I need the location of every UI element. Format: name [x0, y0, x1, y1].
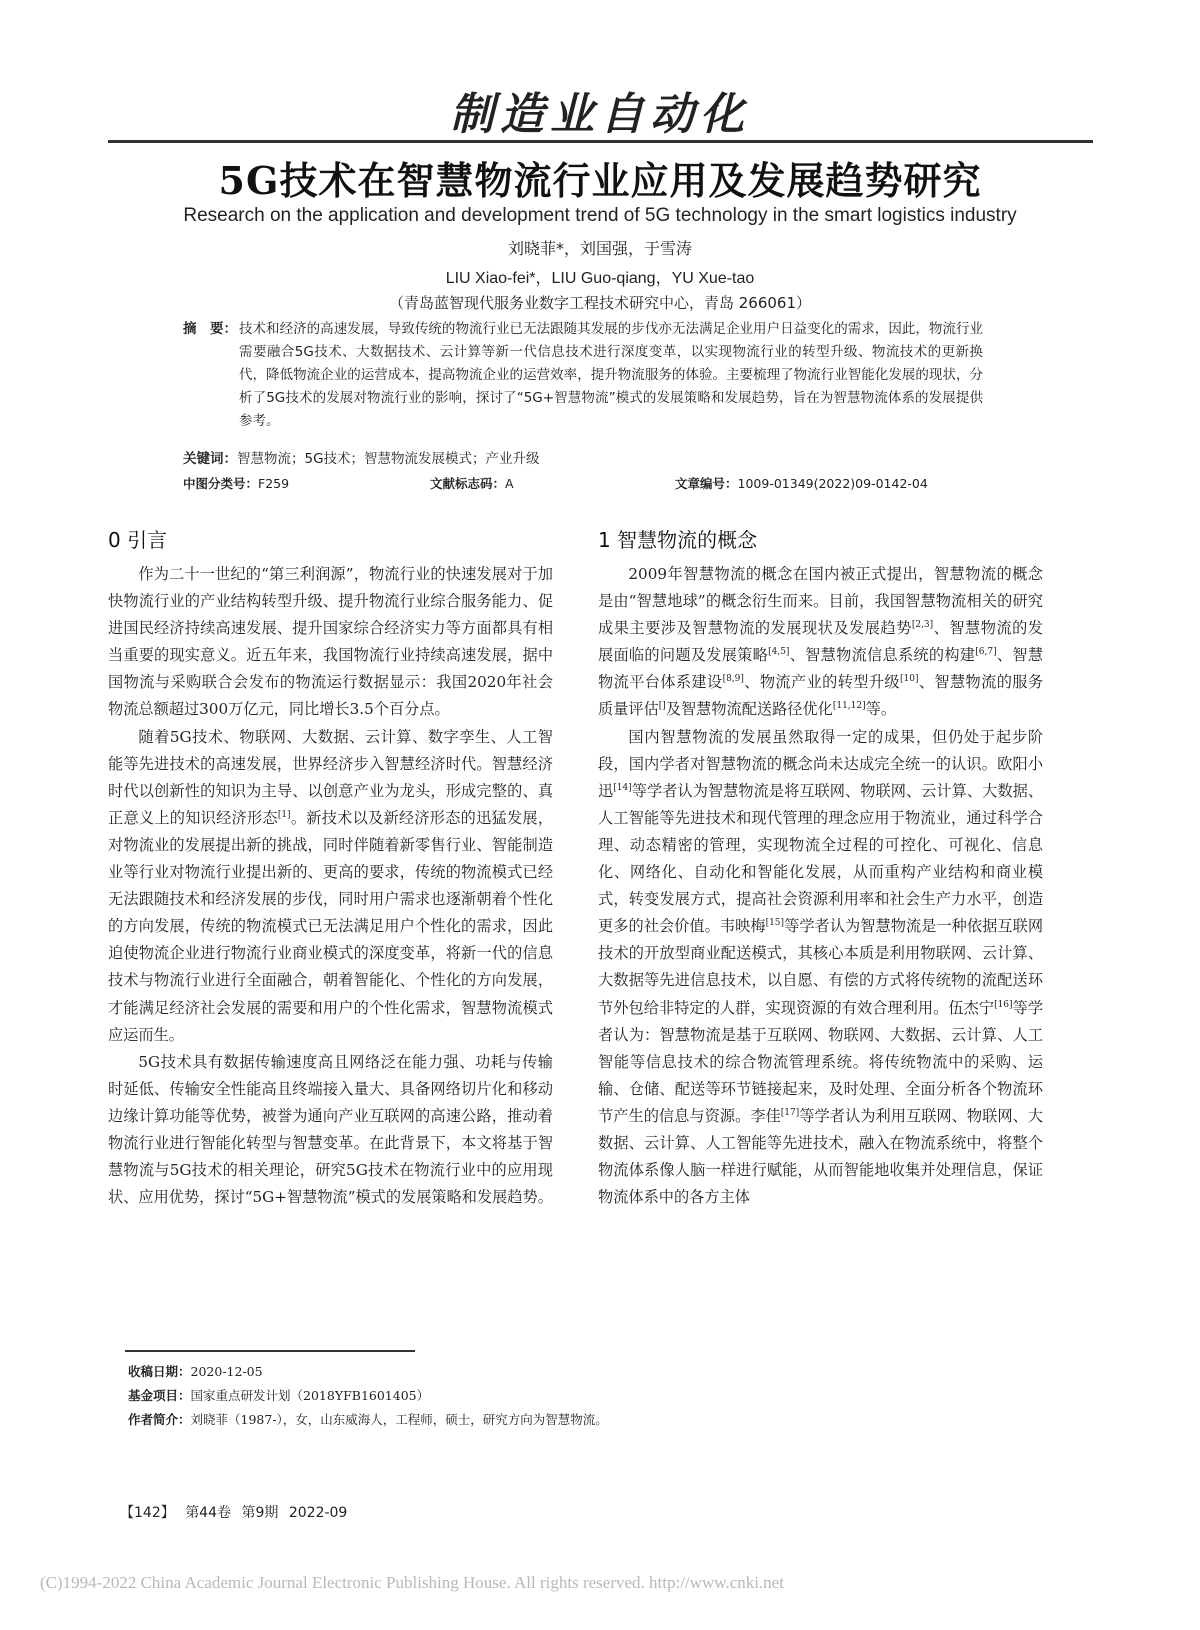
- header-divider: [108, 140, 1093, 143]
- authors-en: LIU Xiao-fei*，LIU Guo-qiang，YU Xue-tao: [445, 270, 755, 287]
- citation: [6,7]: [975, 647, 997, 658]
- keywords-text: 智慧物流；5G技术；智慧物流发展模式；产业升级: [237, 451, 540, 467]
- issue: 第9期: [241, 1505, 279, 1521]
- left-column: [108, 525, 553, 1211]
- affiliation: （青岛蓝智现代服务业数字工程技术研究中心，青岛 266061）: [388, 294, 812, 312]
- authors-cn: 刘晓菲*，刘国强，于雪涛: [507, 239, 692, 258]
- page-number: 【142】: [120, 1505, 175, 1521]
- article-title-en: Research on the application and development trend of 5G technology in the smart logistics industry: [183, 205, 1017, 226]
- citation: [11,12]: [832, 701, 866, 712]
- keywords: [183, 447, 540, 467]
- keywords-label: 关键词：: [183, 451, 237, 467]
- journal-logo: 制造业自动化: [450, 89, 750, 140]
- footnote-divider: [125, 1350, 415, 1352]
- citation: [1]: [277, 809, 291, 820]
- citation: [4,5]: [768, 647, 790, 658]
- concept-paragraph-1: 2009年智慧物流的概念在国内被正式提出，智慧物流的概念是由“智慧地球”的概念衍生而来。目前，我国智慧物流相关的研究成果主要涉及智慧物流的发展现状及发展趋势[2,3]、智慧物流的发展面临的问题及发展策略[4,5]、智慧物流信息系统的构建[6,7]、智慧物流平台体系建设[8,9]、物流产业的转型升级[10]、智慧物流的服务质量评估[]及智慧物流配送路径优化[11,12]等。: [598, 565, 1044, 719]
- concept-paragraph-2: 国内智慧物流的发展虽然取得一定的成果，但仍处于起步阶段，国内学者对智慧物流的概念尚未达成完全统一的认识。欧阳小迅[14]等学者认为智慧物流是将互联网、物联网、云计算、大数据、人工智能等先进技术和现代管理的理念应用于物流业，通过科学合理、动态精密的管理，实现物流全过程的可控化、可视化、信息化、网络化、自动化和智能化发展，从而重构产业结构和商业模式，转变发展方式，提高社会资源利用率和社会生产力水平，创造更多的社会价值。韦映梅[15]等学者认为智慧物流是一种依据互联网技术的开放型商业配送模式，其核心本质是利用物联网、云计算、大数据等先进信息技术，以自愿、有偿的方式将传统物的流配送环节外包给非特定的人群，实现资源的有效合理利用。伍杰宁[16]等学者认为：智慧物流是基于互联网、物联网、大数据、云计算、人工智能等信息技术的综合物流管理系统。将传统物流中的采购、运输、仓储、配送等环节链接起来，及时处理、全面分析各个物流环节产生的信息与资源。李佳[17]等学者认为利用互联网、物联网、大数据、云计算、人工智能等先进技术，融入在物流系统中，将整个物流体系像人脑一样进行赋能，从而智能地收集并处理信息，保证物流体系中的各方主体: [598, 727, 1044, 1207]
- document-code: 文献标志码：A: [430, 476, 514, 491]
- citation: [2,3]: [911, 620, 934, 631]
- section-heading-intro: 0 引言: [108, 528, 168, 552]
- intro-paragraph-1: 作为二十一世纪的“第三利润源”，物流行业的快速发展对于加快物流行业的产业结构转型升级、提升物流行业综合服务能力、促进国民经济持续高速发展、提升国家综合经济实力等方面都具有相当重要的现实意义。近五年来，我国物流行业持续高速发展，据中国物流与采购联合会发布的物流运行数据显示：我国2020年社会物流总额超过300万亿元，同比增长3.5个百分点。: [108, 565, 553, 719]
- abstract: [183, 318, 983, 433]
- copyright-watermark: (C)1994-2022 China Academic Journal Electronic Publishing House. All rights reserved. http://www.cnki.net: [40, 1573, 784, 1592]
- citation: [14]: [613, 782, 632, 793]
- citation: [10]: [899, 674, 919, 685]
- citation: [16]: [994, 999, 1013, 1010]
- volume: 第44卷: [185, 1505, 232, 1521]
- abstract-text: 技术和经济的高速发展，导致传统的物流行业已无法跟随其发展的步伐亦无法满足企业用户日益变化的需求，因此，物流行业需要融合5G技术、大数据技术、云计算等新一代信息技术进行深度变革，以实现物流行业的转型升级、物流技术的更新换代，降低物流企业的运营成本，提高物流企业的运营效率，提升物流服务的体验。主要梳理了物流行业智能化发展的现状，分析了5G技术的发展对物流行业的影响，探讨了“5G+智慧物流”模式的发展策略和发展趋势，旨在为智慧物流体系的发展提供参考。: [239, 321, 983, 429]
- section-heading-concept: 1 智慧物流的概念: [598, 528, 758, 552]
- received-date: 收稿日期：2020-12-05: [128, 1364, 263, 1379]
- issue-date: 2022-09: [288, 1505, 348, 1521]
- author-bio: 作者简介：刘晓菲（1987-），女，山东威海人，工程师，硕士，研究方向为智慧物流。: [128, 1412, 608, 1427]
- intro-paragraph-3: 5G技术具有数据传输速度高且网络泛在能力强、功耗与传输时延低、传输安全性能高且终端接入量大、具备网络切片化和移动边缘计算功能等优势，被誉为通向产业互联网的高速公路，推动着物流行业进行智能化转型与智慧变革。在此背景下，本文将基于智慧物流与5G技术的相关理论，研究5G技术在物流行业中的应用现状、应用优势，探讨“5G+智慧物流”模式的发展策略和发展趋势。: [108, 1052, 553, 1207]
- citation: []: [658, 701, 666, 712]
- abstract-label: 摘 要：: [183, 321, 237, 337]
- intro-paragraph-2: 随着5G技术、物联网、大数据、云计算、数字孪生、人工智能等先进技术的高速发展，世界经济步入智慧经济时代。智慧经济时代以创新性的知识为主导、以创意产业为龙头，形成完整的、真正意义上的知识经济形态[1]。新技术以及新经济形态的迅猛发展，对物流业的发展提出新的挑战，同时伴随着新零售行业、智能制造业等行业对物流行业提出新的、更高的要求，传统的物流模式已经无法跟随技术和经济发展的步伐，同时用户需求也逐渐朝着个性化的方向发展，传统的物流模式已无法满足用户个性化的需求，因此迫使物流企业进行物流行业商业模式的深度变革，将新一代的信息技术与物流行业进行全面融合，朝着智能化、个性化的方向发展，才能满足经济社会发展的需要和用户的个性化需求，智慧物流模式应运而生。: [108, 727, 553, 1044]
- citation: [8,9]: [722, 674, 744, 685]
- page-footer: [120, 1502, 347, 1522]
- right-column: [598, 525, 1043, 1211]
- citation: [15]: [765, 918, 785, 929]
- footnotes: [128, 1360, 608, 1432]
- article-title-cn: 5G技术在智慧物流行业应用及发展趋势研究: [218, 158, 982, 203]
- fund-project: 基金项目：国家重点研发计划（2018YFB1601405）: [128, 1388, 430, 1403]
- citation: [17]: [780, 1107, 800, 1118]
- clc-number: 中图分类号：F259: [183, 476, 290, 491]
- article-number: 文章编号：1009-01349(2022)09-0142-04: [675, 476, 928, 491]
